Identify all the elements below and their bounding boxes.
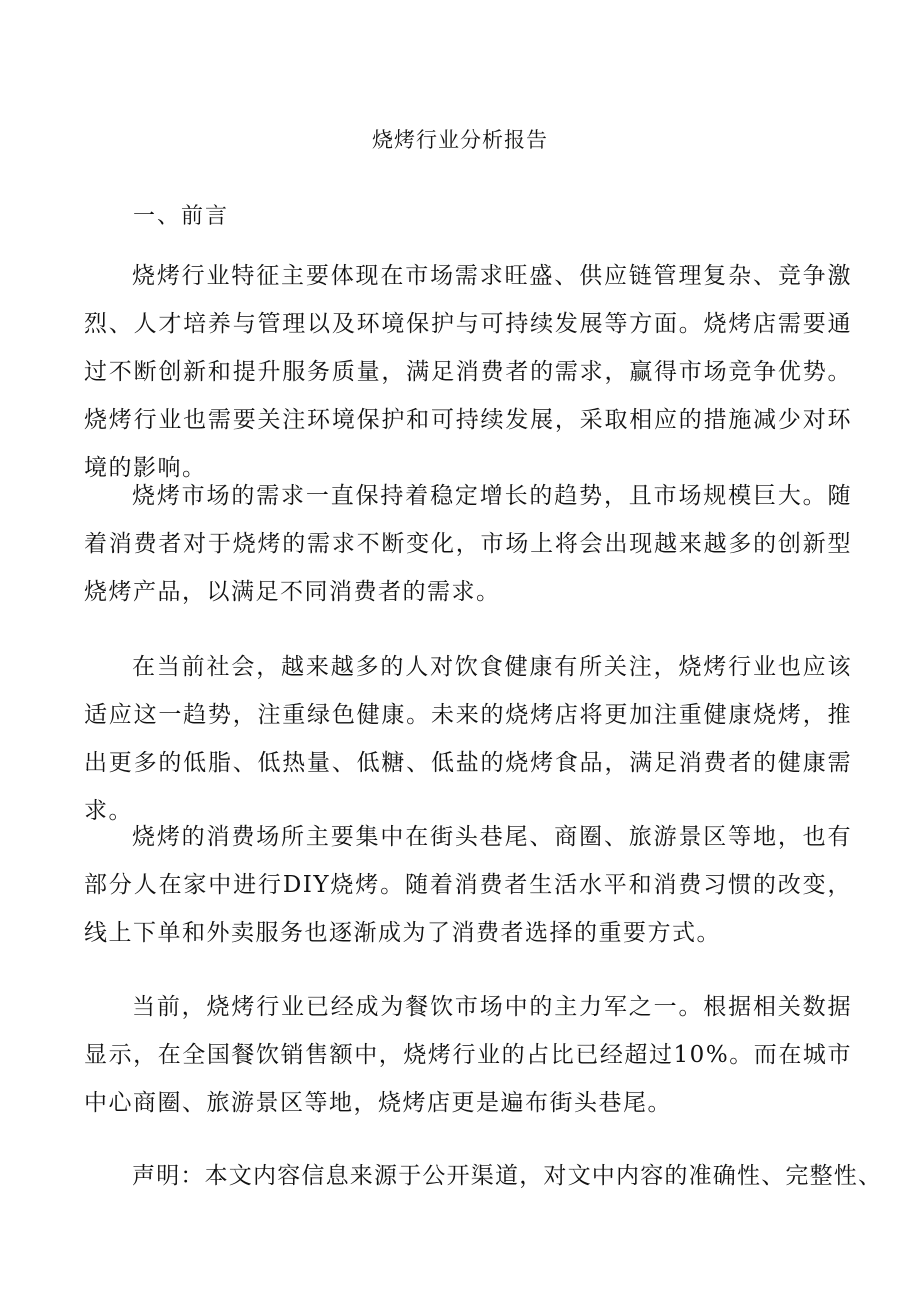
paragraph-market-demand: 烧烤市场的需求一直保持着稳定增长的趋势，且市场规模巨大。随着消费者对于烧烤的需求不断变化，市场上将会出现越来越多的创新型烧烤产品，以满足不同消费者的需求。 <box>84 483 852 605</box>
paragraph-disclaimer: 声明：本文内容信息来源于公开渠道，对文中内容的准确性、完整性、 <box>132 1163 883 1189</box>
paragraph-market-share: 当前，烧烤行业已经成为餐饮市场中的主力军之一。根据相关数据显示，在全国餐饮销售额中，烧烤行业的占比已经超过10%。而在城市中心商圈、旅游景区等地，烧烤店更是遍布街头巷尾。 <box>84 994 852 1116</box>
paragraph-industry-features: 烧烤行业特征主要体现在市场需求旺盛、供应链管理复杂、竞争激烈、人才培养与管理以及环境保护与可持续发展等方面。烧烤店需要通过不断创新和提升服务质量，满足消费者的需求，赢得市场竞争优势。烧烤行业也需要关注环境保护和可持续发展，采取相应的措施减少对环境的影响。 <box>84 263 852 481</box>
document-title: 烧烤行业分析报告 <box>372 128 548 152</box>
section-heading: 一、前言 <box>133 204 230 229</box>
paragraph-health-trend: 在当前社会，越来越多的人对饮食健康有所关注，烧烤行业也应该适应这一趋势，注重绿色健康。未来的烧烤店将更加注重健康烧烤，推出更多的低脂、低热量、低糖、低盐的烧烤食品，满足消费者的健康需求。 <box>84 654 852 824</box>
paragraph-consumption-venues: 烧烤的消费场所主要集中在街头巷尾、商圈、旅游景区等地，也有部分人在家中进行DIY烧烤。随着消费者生活水平和消费习惯的改变，线上下单和外卖服务也逐渐成为了消费者选择的重要方式。 <box>84 824 852 946</box>
